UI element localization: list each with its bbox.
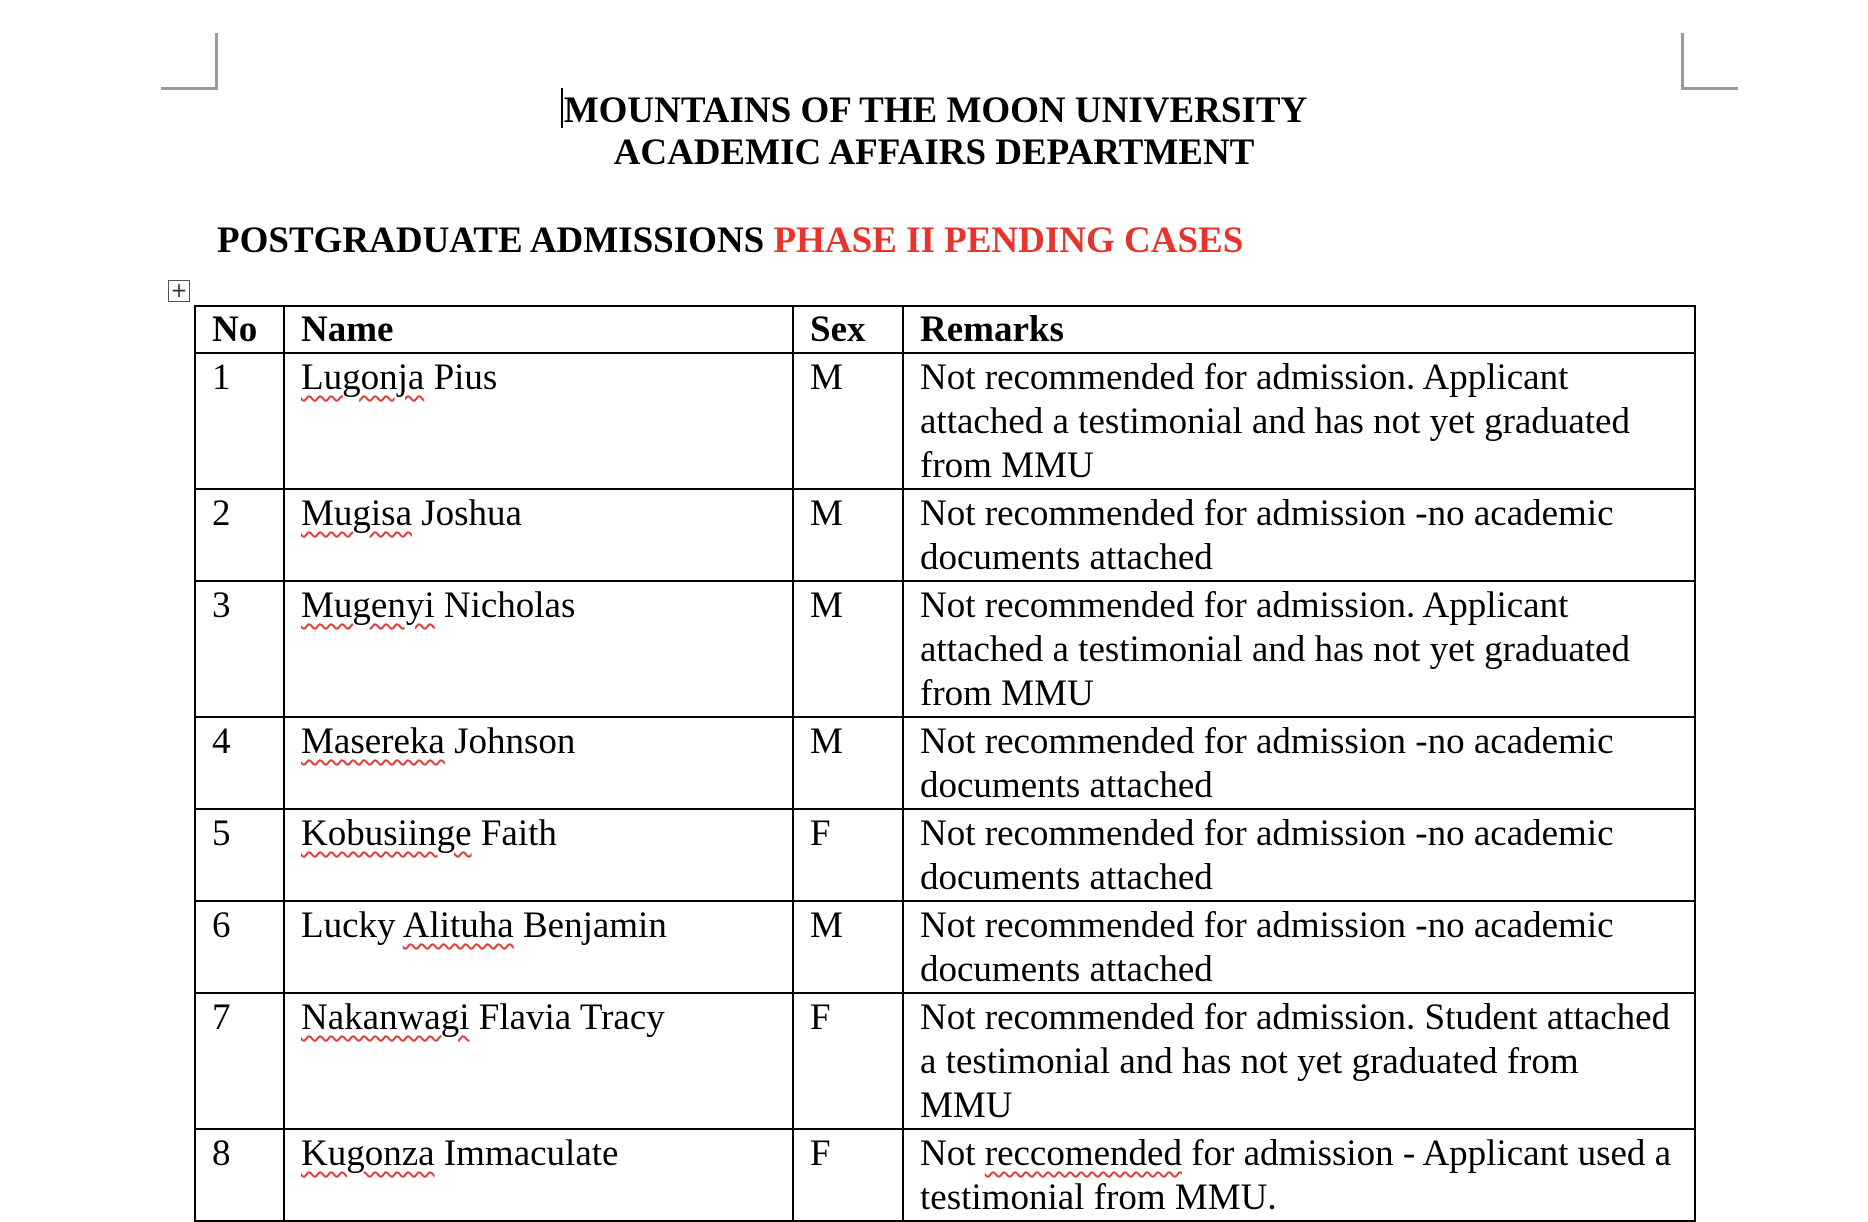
cell-name [284,717,793,809]
cell-no: 8 [195,1129,284,1221]
cell-sex: F [793,1129,903,1221]
cell-sex: M [793,489,903,581]
remark-part: for admission - Applicant used a testimonial from MMU. [920,1133,1672,1218]
table-row [195,809,1695,901]
cell-remarks: Not recommended for admission. Applicant attached a testimonial and has not yet graduated from MMU [903,353,1695,489]
cell-no: 4 [195,717,284,809]
table-row [195,489,1695,581]
table-row [195,353,1695,489]
subtitle-highlight: PHASE II PENDING CASES [773,220,1244,261]
cell-name [284,1129,793,1221]
cell-sex: M [793,581,903,717]
table-row [195,993,1695,1129]
cell-name [284,809,793,901]
misspelled-word[interactable]: Lugonja [301,357,425,398]
cell-name [284,353,793,489]
misspelled-word[interactable]: Kobusiinge [301,813,472,854]
name-rest: Pius [424,357,498,398]
cell-sex: M [793,353,903,489]
misspelled-word[interactable]: Mugisa [301,493,412,534]
misspelled-word[interactable]: Nakanwagi [301,997,470,1038]
cell-sex: M [793,717,903,809]
name-rest: Johnson [444,721,576,762]
department-title: ACADEMIC AFFAIRS DEPARTMENT [613,132,1255,173]
cell-name [284,901,793,993]
table-row [195,1129,1695,1221]
university-title [0,88,1868,132]
name-rest: Flavia Tracy [469,997,665,1038]
column-header-sex: Sex [793,306,903,353]
table-row [195,581,1695,717]
column-header-remarks: Remarks [903,306,1695,353]
cell-remarks: Not recommended for admission -no academic documents attached [903,901,1695,993]
table-move-handle-icon[interactable]: + [168,280,190,302]
pending-cases-table [194,305,1696,1222]
name-rest: Benjamin [513,905,667,946]
cell-remarks: Not recommended for admission -no academic documents attached [903,809,1695,901]
misspelled-word[interactable]: Masereka [301,721,445,762]
cell-remarks [903,1129,1695,1221]
text-cursor [561,88,563,128]
university-title-text: MOUNTAINS OF THE MOON UNIVERSITY [563,90,1308,131]
cell-no: 2 [195,489,284,581]
cell-remarks: Not recommended for admission -no academic documents attached [903,717,1695,809]
misspelled-word[interactable]: reccomended [984,1133,1182,1174]
column-header-no: No [195,306,284,353]
page-corner-mark-left [161,33,218,90]
table-header-row [195,306,1695,353]
cell-no: 3 [195,581,284,717]
page-corner-mark-right [1681,33,1738,90]
cell-no: 7 [195,993,284,1129]
document-subtitle [217,219,1243,262]
cell-sex: F [793,993,903,1129]
misspelled-word[interactable]: Mugenyi [301,585,435,626]
cell-sex: F [793,809,903,901]
cell-name [284,489,793,581]
cell-name [284,581,793,717]
name-rest: Immaculate [434,1133,619,1174]
table-row [195,901,1695,993]
cell-no: 6 [195,901,284,993]
table-row [195,717,1695,809]
name-rest: Joshua [412,493,522,534]
cell-sex: M [793,901,903,993]
cell-remarks: Not recommended for admission. Applicant attached a testimonial and has not yet graduated from MMU [903,581,1695,717]
cell-no: 5 [195,809,284,901]
misspelled-word[interactable]: Kugonza [301,1133,435,1174]
column-header-name: Name [284,306,793,353]
name-prefix: Lucky [301,905,403,946]
misspelled-word[interactable]: Alituha [402,905,514,946]
cell-name [284,993,793,1129]
subtitle-main: POSTGRADUATE ADMISSIONS [217,220,765,261]
remark-part: Not [920,1133,985,1174]
name-rest: Nicholas [434,585,576,626]
cell-no: 1 [195,353,284,489]
cell-remarks: Not recommended for admission. Student attached a testimonial and has not yet graduated from MMU [903,993,1695,1129]
cell-remarks: Not recommended for admission -no academic documents attached [903,489,1695,581]
name-rest: Faith [471,813,557,854]
